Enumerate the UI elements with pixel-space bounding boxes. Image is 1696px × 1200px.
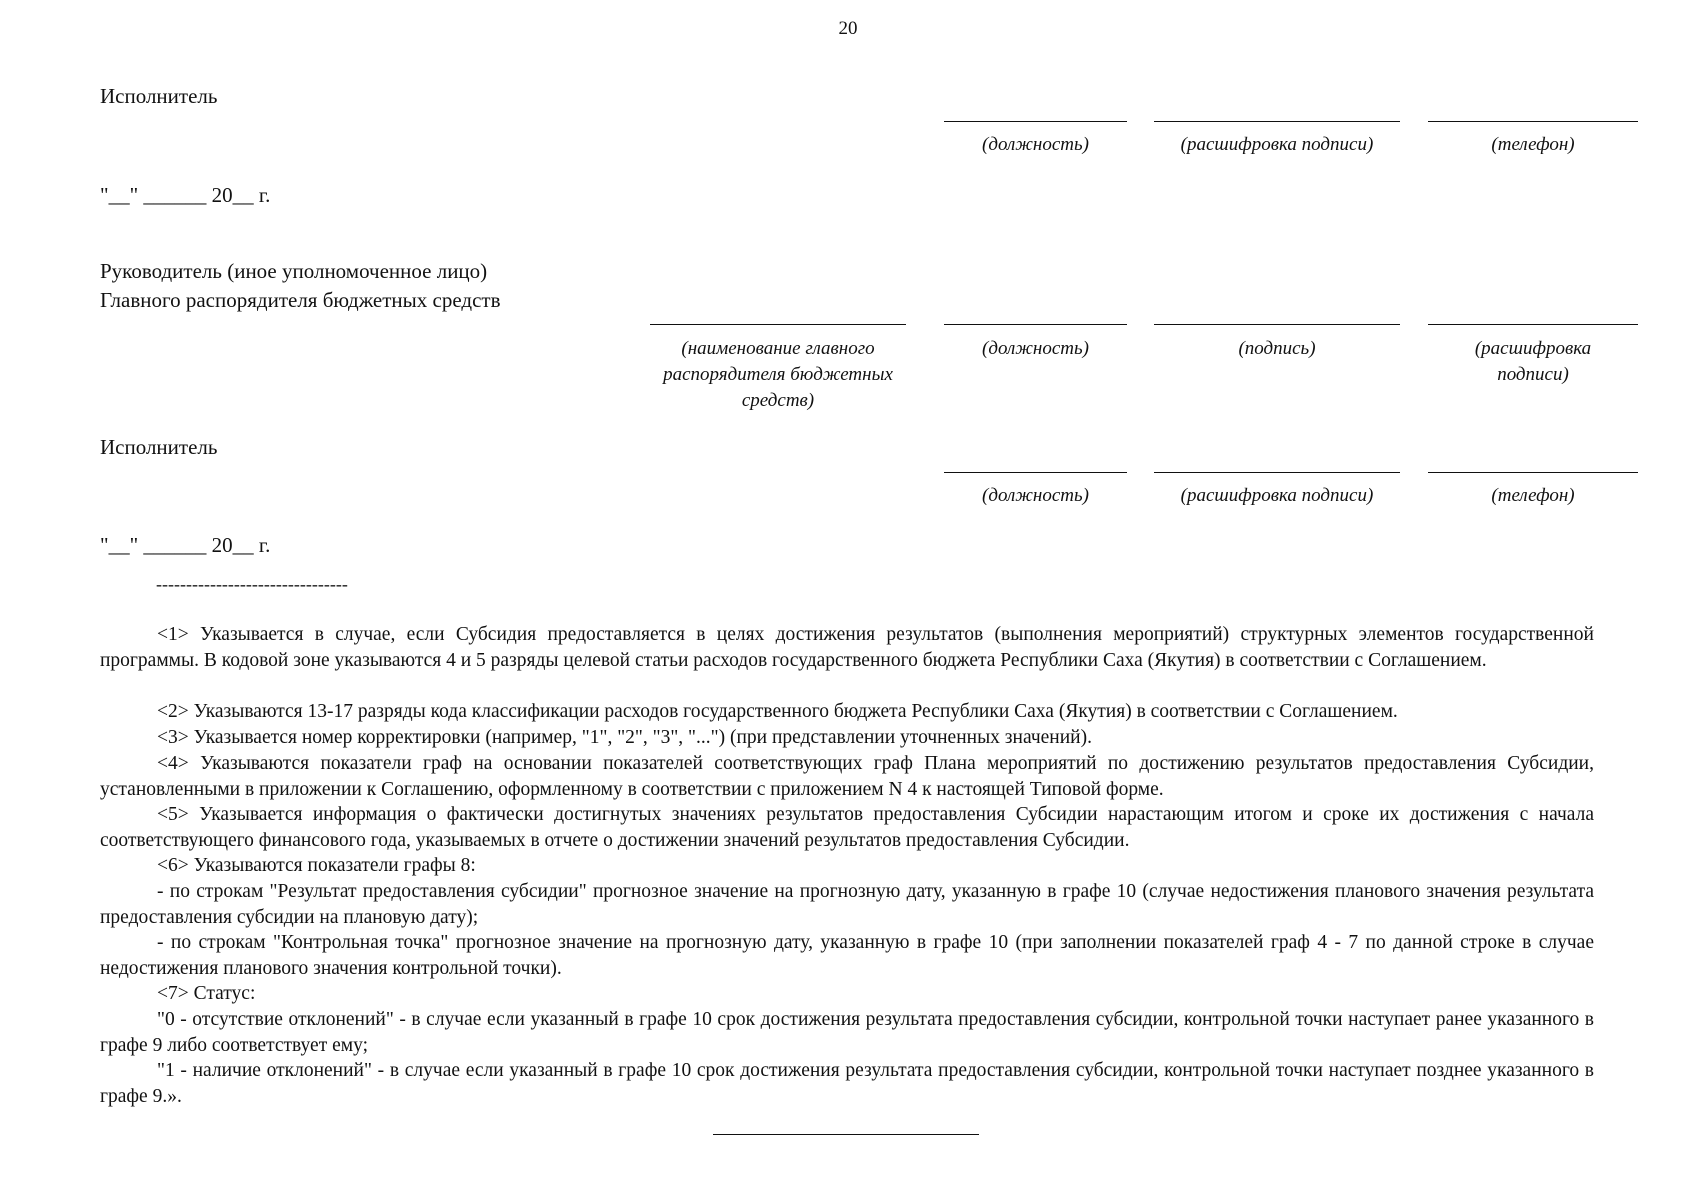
footnote-6-item-2: - по строкам "Контрольная точка" прогнозное значение на прогнозную дату, указанную в графе 10 (при заполнении показателей граф 4 - 7 по данной строке в случае недостижения планового значения контрольной точки). <box>100 932 1594 979</box>
position-line <box>944 472 1127 473</box>
date-field: "__" ______ 20__ г. <box>100 183 271 207</box>
signature-decoding-caption: (расшифровка подписи) <box>1474 338 1592 385</box>
phone-line <box>1428 472 1638 473</box>
head-label-line2: Главного распорядителя бюджетных средств <box>100 288 501 312</box>
signature-decoding-line <box>1154 472 1400 473</box>
position-caption: (должность) <box>982 485 1089 506</box>
footnote-6-item-1: - по строкам "Результат предоставления субсидии" прогнозное значение на прогнозную дату, указанную в графе 10 (случае недостижения планового значения результата предоставления субсидии на плановую дату); <box>100 881 1594 928</box>
footnote-1: <1> Указывается в случае, если Субсидия предоставляется в целях достижения результатов (выполнения мероприятий) структурных элементов государственной программы. В кодовой зоне указываются 4 и 5 разряды целевой статьи расходов государственного бюджета Республики Саха (Якутия) в соответствии с Соглашением. <box>100 624 1594 671</box>
signature-caption: (подпись) <box>1238 338 1316 359</box>
phone-caption: (телефон) <box>1491 485 1575 506</box>
footnote-7: <7> Статус: <box>157 983 256 1004</box>
signature-line <box>1154 324 1400 325</box>
footnote-4: <4> Указываются показатели граф на основании показателей соответствующих граф Плана мероприятий по достижению результатов предоставления Субсидии, установленными в приложении к Соглашению, оформленному в соответствии с приложением N 4 к настоящей Типовой форме. <box>100 753 1594 800</box>
signature-decoding-line <box>1428 324 1638 325</box>
footnote-5: <5> Указывается информация о фактически достигнутых значениях результатов предоставления Субсидии нарастающим итогом и сроке их достижения с начала соответствующего финансового года, указываемых в отчете о достижении значений результатов предоставления Субсидии. <box>100 804 1594 851</box>
date-field: "__" ______ 20__ г. <box>100 533 271 557</box>
footnote-3: <3> Указывается номер корректировки (например, "1", "2", "3", "...") (при представлении уточненных значений). <box>157 727 1092 748</box>
position-caption: (должность) <box>982 338 1089 359</box>
footnote-7-status-1: "1 - наличие отклонений" - в случае если указанный в графе 10 срок достижения результата предоставления субсидии, контрольной точки наступает позднее указанного в графе 9.». <box>100 1060 1594 1107</box>
signature-decoding-caption: (расшифровка подписи) <box>1180 485 1374 506</box>
phone-caption: (телефон) <box>1491 134 1575 155</box>
executor-label: Исполнитель <box>100 84 218 108</box>
footnote-separator: -------------------------------- <box>156 574 348 594</box>
footnote-6: <6> Указываются показатели графы 8: <box>157 855 476 876</box>
footnote-2: <2> Указываются 13-17 разряды кода классификации расходов государственного бюджета Республики Саха (Якутия) в соответствии с Соглашением. <box>157 701 1398 722</box>
position-signature-line <box>944 121 1127 122</box>
page-number: 20 <box>838 18 858 39</box>
executor-label: Исполнитель <box>100 435 218 459</box>
position-caption: (должность) <box>982 134 1089 155</box>
end-line <box>713 1134 979 1135</box>
signature-decoding-line <box>1154 121 1400 122</box>
ministry-name-caption: (наименование главного распорядителя бюджетных средств) <box>663 338 893 411</box>
position-line <box>944 324 1127 325</box>
signature-decoding-caption: (расшифровка подписи) <box>1180 134 1374 155</box>
phone-line <box>1428 121 1638 122</box>
ministry-name-line <box>650 324 906 325</box>
head-label-line1: Руководитель (иное уполномоченное лицо) <box>100 259 488 283</box>
footnote-7-status-0: "0 - отсутствие отклонений" - в случае если указанный в графе 10 срок достижения результата предоставления субсидии, контрольной точки наступает ранее указанного в графе 9 либо соответствует ему; <box>100 1009 1594 1056</box>
